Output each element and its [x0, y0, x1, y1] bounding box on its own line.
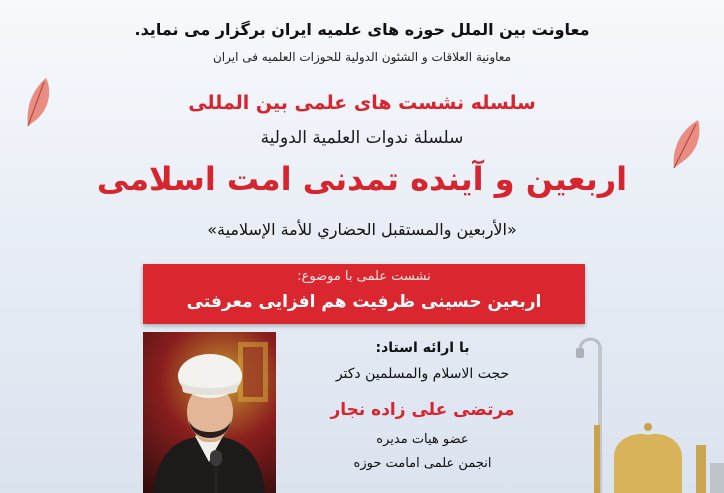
- topic-banner: [143, 264, 585, 324]
- series-title-persian: سلسله نشست های علمی بین المللی: [188, 92, 536, 114]
- speaker-honorific: حجت الاسلام والمسلمین دکتر: [335, 366, 510, 382]
- event-title-persian: اربعین و آینده تمدنی امت اسلامی: [96, 160, 628, 198]
- series-title-arabic: سلسلة ندوات العلمية الدولية: [260, 128, 464, 148]
- event-title-arabic: «الأربعين والمستقبل الحضاري للأمة الإسلامية»: [207, 220, 517, 239]
- speaker-name: مرتضی علی زاده نجار: [330, 400, 515, 420]
- speaker-position: عضو هیات مدیره: [376, 432, 469, 447]
- topic-label: نشست علمی با موضوع:: [297, 269, 431, 284]
- topic-text: اربعین حسینی ظرفیت هم افزایی معرفتی: [186, 292, 542, 312]
- organizer-arabic: معاونية العلاقات و الشئون الدولية للحوزات العلميه فی ایران: [212, 50, 512, 64]
- dome-icon: [590, 405, 724, 493]
- speaker-photo: [143, 332, 276, 493]
- microphone-icon: [207, 450, 225, 493]
- speaker-organization: انجمن علمی امامت حوزه: [353, 456, 492, 471]
- speaker-intro: با ارائه استاد:: [375, 340, 470, 356]
- organizer-persian: معاونت بین الملل حوزه های علمیه ایران برگزار می نماید.: [134, 20, 590, 39]
